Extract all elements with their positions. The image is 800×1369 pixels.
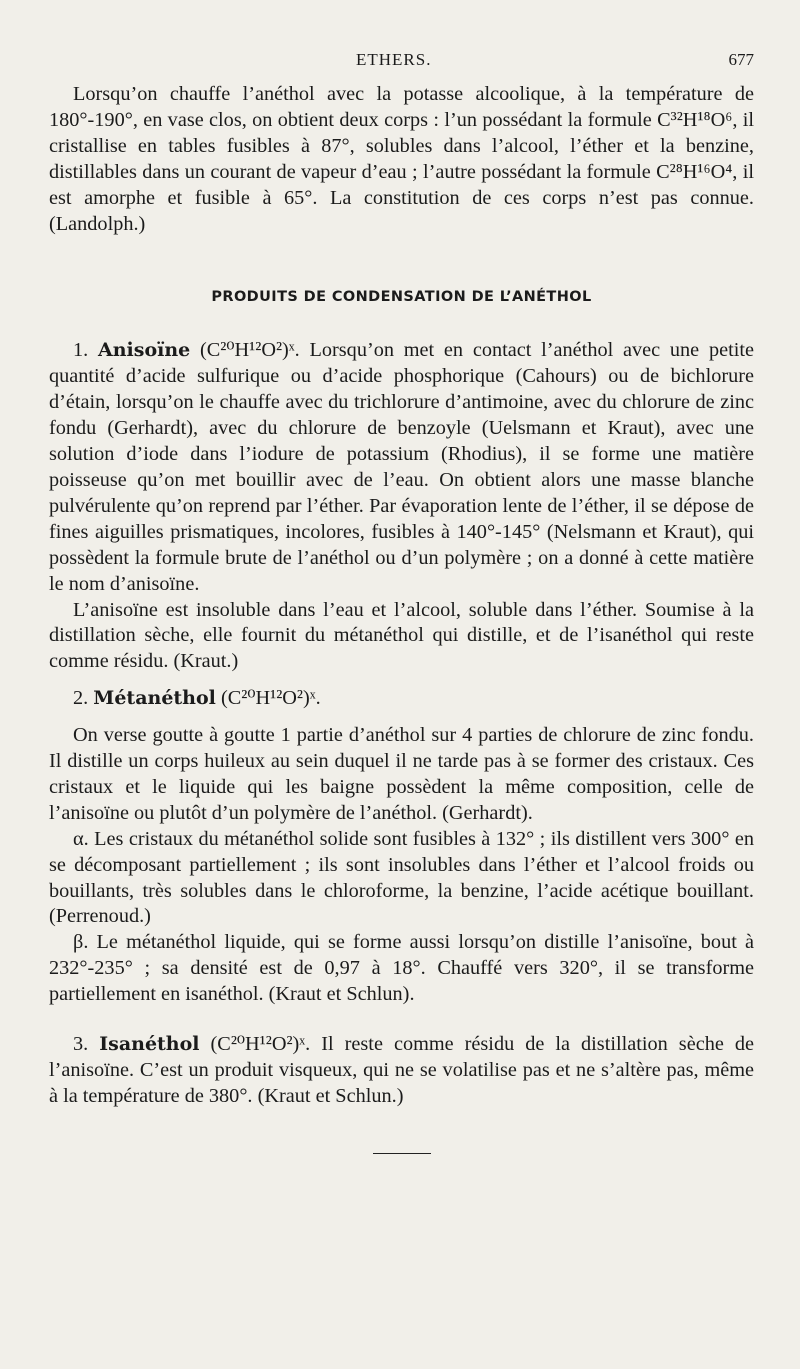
paragraph-metanethol-prep: On verse goutte à goutte 1 partie d’anéthol sur 4 parties de chlorure de zinc fondu. Il distille un corps huileux au sein duquel il ne tarde pas à se former des cristaux. Ces cristaux et le liquide qui les baigne possèdent la même composition, celle de l’anisoïne ou plutôt d’un polymère de l’anéthol. (Gerhardt). [49,724,754,824]
entry-text: Il reste comme résidu de la distillation sèche de l’anisoïne. C’est un produit visqueux, qui ne se volatilise pas et ne s’altère pas, même à la température de 380°. (Kraut et Schlun.) [49,1033,754,1107]
entry-isanethol [49,1032,754,1110]
page-number: 677 [728,50,754,69]
compound-name: Isanéthol [99,1033,200,1056]
body-text [49,82,754,1154]
compound-name: Anisoïne [97,339,191,362]
paragraph-potash-reaction: Lorsqu’on chauffe l’anéthol avec la potasse alcoolique, à la température de 180°-190°, en vase clos, on obtient deux corps : l’un possédant la formule C³²H¹⁸O⁶, il cristallise en tables fusibles à 87°, solubles dans l’alcool, l’éther et la benzine, distillables dans un courant de vapeur d’eau ; l’autre possédant la formule C²⁸H¹⁶O⁴, il est amorphe et fusible à 65°. La constitution de ces corps n’est pas connue. (Landolph.) [49,83,754,235]
compound-name: Métanéthol [93,687,216,710]
entry-number: 3. [73,1033,89,1056]
compound-formula: (C²⁰H¹²O²)ˣ. [200,339,300,362]
paragraph-metanethol-beta: β. Le métanéthol liquide, qui se forme aussi lorsqu’on distille l’anisoïne, bout à 232°-235° ; sa densité est de 0,97 à 18°. Chauffé vers 320°, il se transforme partiellement en isanéthol. (Kraut et Schlun). [49,931,754,1006]
running-header [0,44,800,74]
entry-number: 2. [73,687,89,710]
entry-number: 1. [73,339,89,362]
paragraph-anisoine-properties: L’anisoïne est insoluble dans l’eau et l’alcool, soluble dans l’éther. Soumise à la distillation sèche, elle fournit du métanéthol qui distille, et de l’isanéthol qui reste comme résidu. (Kraut.) [49,598,754,673]
running-title: ETHERS. [356,50,432,69]
end-rule [373,1153,431,1154]
paragraph-metanethol-alpha: α. Les cristaux du métanéthol solide sont fusibles à 132° ; ils distillent vers 300° en se décomposant partiellement ; ils sont insolubles dans l’éther et l’alcool froids ou bouillants, très solubles dans le chloroforme, la benzine, l’acide acétique bouillant. (Perrenoud.) [49,827,754,928]
compound-formula: (C²⁰H¹²O²)ˣ. [220,687,321,710]
entry-metanethol [49,686,754,712]
compound-formula: (C²⁰H¹²O²)ˣ. [210,1033,311,1056]
entry-text: Lorsqu’on met en contact l’anéthol avec une petite quantité d’acide sulfurique ou d’acide phosphorique (Cahours) ou de bichlorure d’étain, lorsqu’on le chauffe avec du trichlorure d’antimoine, avec du chlorure de zinc fondu (Gerhardt), avec du chlorure de benzoyle (Uelsmann et Kraut), avec une solution d’iode dans l’iodure de potassium (Rhodius), il se forme une matière poisseuse qu’on met bouillir avec de l’eau. On obtient alors une masse blanche pulvérulente qu’on reprend par l’éther. Par évaporation lente de l’éther, il se dépose de fines aiguilles prismatiques, incolores, fusibles à 140°-145° (Nelsmann et Kraut), qui possèdent la formule brute de l’anéthol ou d’un polymère ; on a donné à cette matière le nom d’anisoïne. [49,339,754,595]
section-title: PRODUITS DE CONDENSATION DE L’ANÉTHOL [211,289,592,306]
entry-anisoine [49,338,754,597]
